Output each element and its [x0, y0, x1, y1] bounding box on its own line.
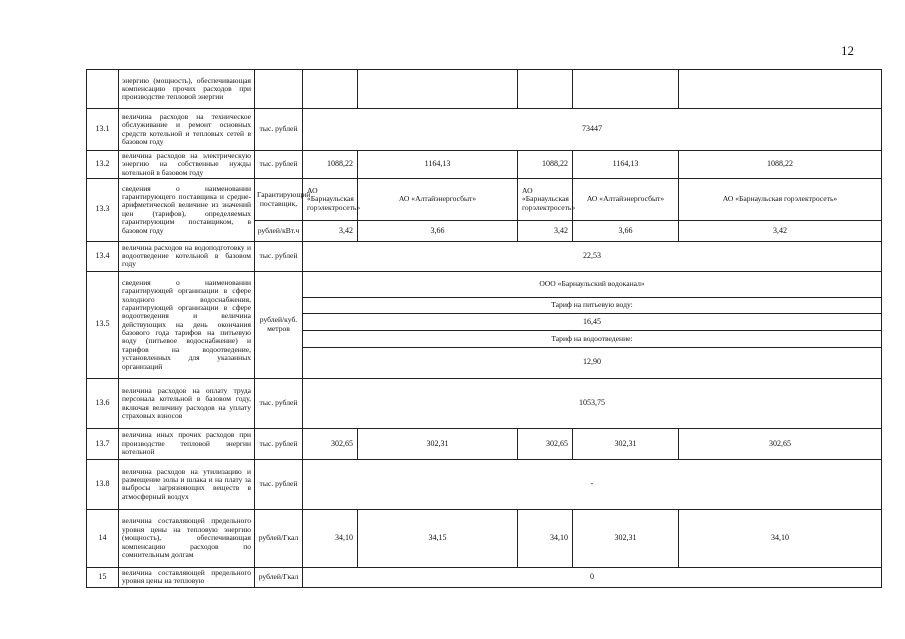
row-number: 13.5	[87, 271, 119, 378]
value-cell: 3,42	[518, 221, 573, 241]
supplier-cell: АО «Алтайэнергосбыт»	[358, 179, 518, 221]
value-cell: 1088,22	[679, 150, 882, 178]
row-number: 13.3	[87, 179, 119, 242]
tariff-label: Тариф на питьевую воду:	[303, 298, 882, 314]
value-cell: 3,66	[358, 221, 518, 241]
row-description: величина расходов на электрическую энергию на собственные нужды котельной в базовом году	[119, 150, 255, 178]
row-unit: рублей/кВт.ч	[255, 221, 303, 241]
row-number	[87, 70, 119, 109]
supplier-cell: АО «Барнаульская горэлектросеть»	[518, 179, 573, 221]
merged-value: -	[303, 459, 882, 509]
row-description: энергию (мощность), обеспечивающая компенсацию прочих расходов при производстве тепловой энергии	[119, 70, 255, 109]
table-row	[87, 567, 882, 587]
value-cell: 1088,22	[518, 150, 573, 178]
table-row	[87, 70, 882, 109]
row-number: 13.6	[87, 378, 119, 428]
value-cell: 34,10	[679, 510, 882, 568]
row-description: величина составляющей предельного уровня цены на тепловую энергию (мощность), обеспечивающая компенсацию расходов по сомнительным долгам	[119, 510, 255, 568]
row-number: 13.4	[87, 241, 119, 271]
value-cell: 302,31	[358, 429, 518, 459]
table-row	[87, 150, 882, 178]
tariff-value: 16,45	[303, 314, 882, 331]
row-description: величина расходов на техническое обслуживание и ремонт основных средств котельной и тепловых сетей в базовом году	[119, 109, 255, 150]
tariff-value: 12,90	[303, 347, 882, 378]
row-unit: рублей/Гкал	[255, 510, 303, 568]
organization-name: ООО «Барнаульский водоканал»	[303, 271, 882, 297]
value-cell: 302,65	[303, 429, 358, 459]
value-cell: 34,15	[358, 510, 518, 568]
value-cell: 302,65	[679, 429, 882, 459]
table-row	[87, 179, 882, 221]
value-cell: 3,42	[679, 221, 882, 241]
value-cell: 302,31	[573, 510, 679, 568]
row-description: сведения о наименовании гарантирующей организации в сфере холодного водоснабжения, гарантирующей организации в сфере водоотведения и величина действующих на день окончания базового года тарифов на питьевую воду (питьевое водоснабжение) и тарифов на водоотведение, установленных для указанных организаций	[119, 271, 255, 378]
row-unit	[255, 70, 303, 109]
value-cell: 1164,13	[573, 150, 679, 178]
table-row	[87, 429, 882, 459]
value-cell	[358, 70, 518, 109]
value-cell: 3,66	[573, 221, 679, 241]
value-cell: 34,10	[518, 510, 573, 568]
tariff-label: Тариф на водоотведение:	[303, 331, 882, 347]
merged-value: 73447	[303, 109, 882, 150]
row-number: 13.8	[87, 459, 119, 509]
row-unit: тыс. рублей	[255, 150, 303, 178]
row-unit: Гарантирующий поставщик,	[255, 179, 303, 221]
row-description: величина расходов на оплату труда персонала котельной в базовом году, включая величину расходов на уплату страховых взносов	[119, 378, 255, 428]
table-row	[87, 378, 882, 428]
table-row	[87, 271, 882, 297]
row-unit: тыс. рублей	[255, 459, 303, 509]
row-description: величина составляющей предельного уровня цены на тепловую	[119, 567, 255, 587]
table-row	[87, 241, 882, 271]
table-row	[87, 109, 882, 150]
value-cell: 1164,13	[358, 150, 518, 178]
page-number: 12	[841, 43, 854, 58]
row-unit: тыс. рублей	[255, 378, 303, 428]
supplier-cell: АО «Алтайэнергосбыт»	[573, 179, 679, 221]
value-cell: 3,42	[303, 221, 358, 241]
row-number: 15	[87, 567, 119, 587]
value-cell: 1088,22	[303, 150, 358, 178]
row-description: величина расходов на утилизацию и размещение золы и шлака и на плату за выбросы загрязняющих веществ в атмосферный воздух	[119, 459, 255, 509]
row-unit: тыс. рублей	[255, 109, 303, 150]
row-description: величина расходов на водоподготовку и водоотведение котельной в базовом году	[119, 241, 255, 271]
value-cell	[303, 70, 358, 109]
value-cell: 34,10	[303, 510, 358, 568]
merged-value: 1053,75	[303, 378, 882, 428]
value-cell	[573, 70, 679, 109]
supplier-cell: АО «Барнаульская горэлектросеть»	[679, 179, 882, 221]
row-unit: тыс. рублей	[255, 241, 303, 271]
row-number: 13.7	[87, 429, 119, 459]
row-unit: рублей/Гкал	[255, 567, 303, 587]
row-number: 14	[87, 510, 119, 568]
merged-value: 22,53	[303, 241, 882, 271]
row-number: 13.1	[87, 109, 119, 150]
tariff-table	[86, 69, 882, 588]
supplier-cell: АО «Барнаульская горэлектросеть»	[303, 179, 358, 221]
value-cell	[679, 70, 882, 109]
value-cell: 302,31	[573, 429, 679, 459]
merged-value: 0	[303, 567, 882, 587]
row-number: 13.2	[87, 150, 119, 178]
row-unit: тыс. рублей	[255, 429, 303, 459]
value-cell	[518, 70, 573, 109]
row-unit: рублей/куб. метров	[255, 271, 303, 378]
table-row	[87, 510, 882, 568]
row-description: сведения о наименовании гарантирующего поставщика и средне-арифметической величине из значений цен (тарифов), определяемых гарантирующим поставщиком, в базовом году	[119, 179, 255, 242]
table-row	[87, 459, 882, 509]
row-description: величина иных прочих расходов при производстве тепловой энергии котельной	[119, 429, 255, 459]
value-cell: 302,65	[518, 429, 573, 459]
